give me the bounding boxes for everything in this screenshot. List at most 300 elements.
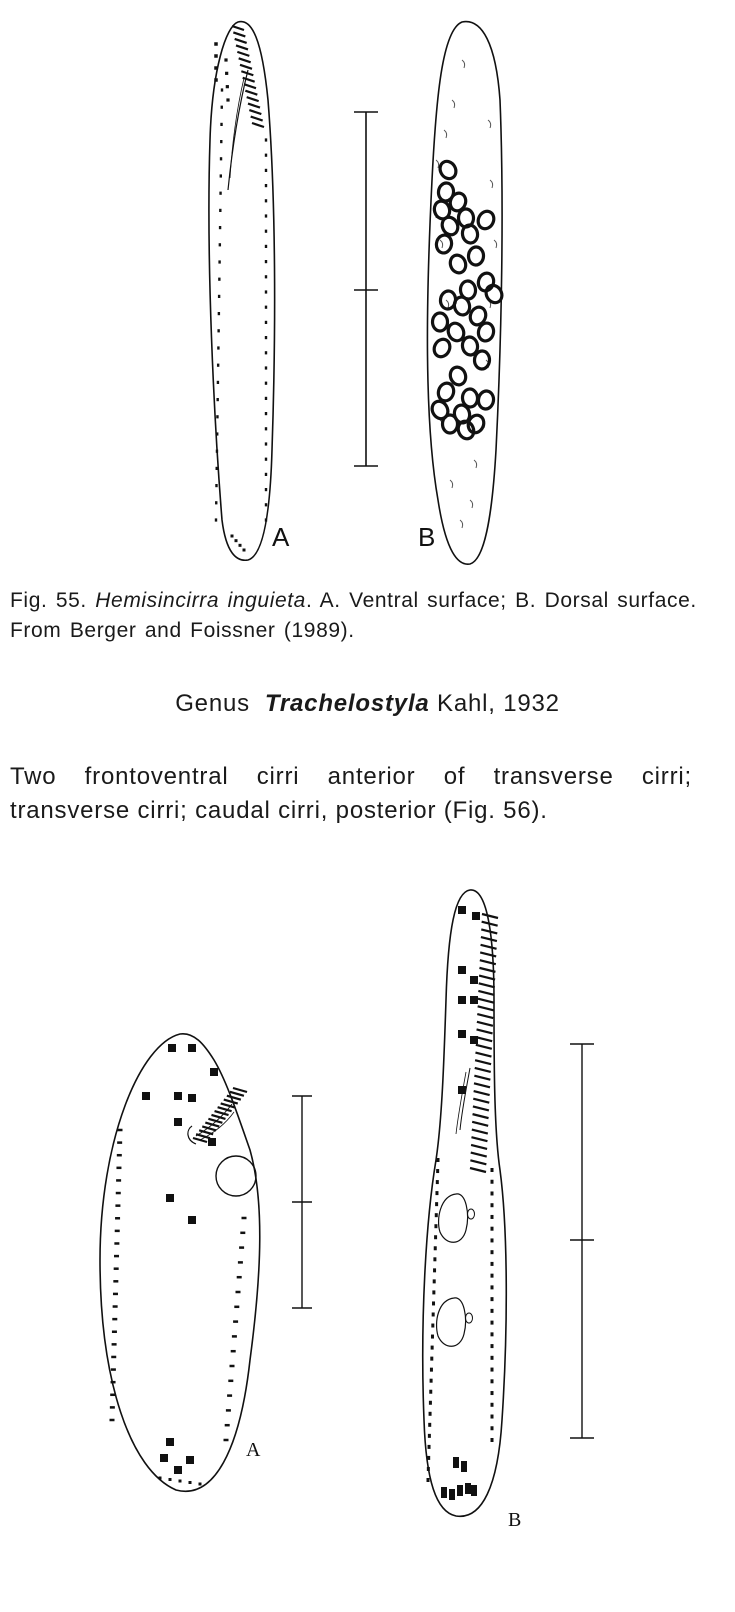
caption-species: Hemisincirra inguieta xyxy=(95,589,306,612)
left-marginal-cirrus xyxy=(431,1346,434,1350)
membranelle xyxy=(473,1114,489,1118)
membranelle xyxy=(482,914,498,918)
right-marginal-cirrus xyxy=(265,290,267,293)
right-marginal-cirrus xyxy=(491,1203,494,1207)
left-marginal-cirrus xyxy=(220,140,222,143)
dorsal-bristle xyxy=(462,60,465,68)
caudal-cirrus xyxy=(243,549,246,552)
fig55a-cell-outline xyxy=(209,22,275,561)
figure-55-drawing xyxy=(0,0,735,580)
right-marginal-cirrus xyxy=(491,1297,494,1301)
right-marginal-cirrus xyxy=(265,442,267,445)
right-marginal-cirrus xyxy=(491,1391,494,1395)
dorsal-bristle xyxy=(490,180,493,188)
frontoventral-cirrus xyxy=(168,1044,176,1052)
membranelle xyxy=(251,117,263,121)
frontoventral-cirrus xyxy=(166,1194,174,1202)
left-marginal-cirrus xyxy=(110,1419,115,1422)
membranelle xyxy=(471,1153,487,1157)
left-marginal-cirrus xyxy=(217,346,219,349)
dorsal-bristle xyxy=(470,500,473,508)
membranelle xyxy=(478,999,494,1003)
right-marginal-cirrus xyxy=(491,1438,494,1442)
right-marginal-cirrus xyxy=(240,1232,245,1235)
left-marginal-cirrus xyxy=(111,1368,116,1371)
macronucleus xyxy=(448,253,468,275)
transverse-cirrus xyxy=(441,1487,447,1498)
left-marginal-cirrus xyxy=(428,1445,431,1449)
right-marginal-cirrus xyxy=(491,1368,494,1372)
right-marginal-cirrus xyxy=(265,351,267,354)
membranelle xyxy=(249,110,261,114)
left-marginal-cirrus xyxy=(220,174,222,177)
membranelle xyxy=(230,1092,244,1096)
right-marginal-cirrus xyxy=(265,488,267,491)
membranelle xyxy=(240,65,252,69)
caption-fig-number: Fig. 55. xyxy=(10,589,87,612)
frontal-cirrus xyxy=(472,912,480,920)
right-marginal-cirrus xyxy=(265,230,267,233)
left-marginal-cirrus xyxy=(113,1293,118,1296)
membranelle xyxy=(244,84,256,88)
right-marginal-cirrus xyxy=(265,169,267,172)
right-marginal-cirrus xyxy=(236,1291,241,1294)
left-marginal-cirrus xyxy=(215,501,217,504)
right-marginal-cirrus xyxy=(491,1379,494,1383)
fig56b-micronucleus-2 xyxy=(466,1313,473,1323)
right-marginal-cirrus xyxy=(491,1285,494,1289)
membranelle xyxy=(474,1076,490,1080)
left-marginal-cirrus xyxy=(431,1324,434,1328)
right-marginal-cirrus xyxy=(265,503,267,506)
right-marginal-cirrus xyxy=(265,427,267,430)
macronucleus xyxy=(435,234,453,255)
dorsal-bristle xyxy=(474,460,477,468)
left-marginal-cirrus xyxy=(218,278,220,281)
membranelle xyxy=(478,991,494,995)
frontal-cirrus xyxy=(458,1030,466,1038)
left-marginal-cirrus xyxy=(432,1301,435,1305)
frontal-cirrus xyxy=(458,1086,466,1094)
genus-authority: Kahl, 1932 xyxy=(437,690,560,717)
transverse-cirrus xyxy=(166,1438,174,1446)
right-marginal-cirrus xyxy=(265,275,267,278)
right-marginal-cirrus xyxy=(265,214,267,217)
membranelle xyxy=(473,1106,489,1110)
frontal-cirrus xyxy=(470,1036,478,1044)
left-marginal-cirrus xyxy=(110,1406,115,1409)
fig55a-adoral-zone xyxy=(232,26,264,127)
right-marginal-cirrus xyxy=(265,306,267,309)
right-marginal-cirrus xyxy=(491,1250,494,1254)
left-marginal-cirrus xyxy=(221,106,223,109)
caudal-cirrus xyxy=(199,1483,202,1486)
right-marginal-cirrus xyxy=(491,1309,494,1313)
dorsal-bristle xyxy=(446,300,449,308)
membranelle xyxy=(247,97,259,101)
transverse-cirrus xyxy=(449,1489,455,1500)
membranelle xyxy=(481,929,497,933)
left-marginal-cirrus xyxy=(111,1356,116,1359)
caudal-cirrus xyxy=(235,539,238,542)
frontoventral-cirrus xyxy=(188,1044,196,1052)
left-marginal-cirrus xyxy=(219,192,221,195)
right-marginal-cirrus xyxy=(232,1335,237,1338)
left-marginal-cirrus xyxy=(432,1290,435,1294)
frontal-cirrus xyxy=(225,72,228,75)
macronucleus xyxy=(431,337,453,360)
figure-56-drawing xyxy=(0,880,735,1600)
left-marginal-cirrus xyxy=(113,1305,118,1308)
left-marginal-cirrus xyxy=(221,88,223,91)
macronucleus xyxy=(474,350,490,369)
left-marginal-cirrus xyxy=(218,295,220,298)
fig55-panel-a-ventral xyxy=(209,22,275,561)
transverse-cirrus xyxy=(465,1483,471,1494)
right-marginal-cirrus xyxy=(265,473,267,476)
frontoventral-cirrus xyxy=(188,1094,196,1102)
membranelle xyxy=(479,976,495,980)
left-marginal-cirrus xyxy=(220,123,222,126)
membranelle xyxy=(475,1060,491,1064)
right-marginal-cirrus xyxy=(491,1168,494,1172)
membranelle xyxy=(475,1053,491,1057)
membranelle xyxy=(471,1145,487,1149)
membranelle xyxy=(472,1122,488,1126)
membranelle xyxy=(233,1088,247,1092)
frontoventral-cirrus xyxy=(174,1118,182,1126)
right-marginal-cirrus xyxy=(491,1262,494,1266)
frontal-cirrus xyxy=(458,966,466,974)
fig56b-micronucleus-1 xyxy=(468,1209,475,1219)
left-marginal-cirrus xyxy=(115,1217,120,1220)
frontal-cirrus xyxy=(214,42,218,46)
left-marginal-cirrus xyxy=(433,1268,436,1272)
right-marginal-cirrus xyxy=(265,336,267,339)
macronucleus xyxy=(443,415,458,433)
left-marginal-cirrus xyxy=(114,1242,119,1245)
left-marginal-cirrus xyxy=(432,1312,435,1316)
membranelle xyxy=(473,1099,489,1103)
frontal-cirrus xyxy=(470,976,478,984)
right-marginal-cirrus xyxy=(227,1394,232,1397)
fig55b-cell-outline xyxy=(427,22,502,565)
macronucleus xyxy=(437,158,459,181)
left-marginal-cirrus xyxy=(216,398,218,401)
frontal-cirrus xyxy=(214,54,218,58)
left-marginal-cirrus xyxy=(110,1394,115,1397)
frontal-cirrus xyxy=(226,85,229,88)
dorsal-bristle xyxy=(440,240,443,248)
frontal-cirrus xyxy=(214,66,218,70)
transverse-cirrus xyxy=(160,1454,168,1462)
left-marginal-cirrus xyxy=(430,1379,433,1383)
left-marginal-cirrus xyxy=(216,467,218,470)
genus-name: Trachelostyla xyxy=(264,690,430,717)
left-marginal-cirrus xyxy=(427,1467,430,1471)
membranelle xyxy=(481,945,497,949)
left-marginal-cirrus xyxy=(116,1179,121,1182)
fig56b-cirri xyxy=(427,906,494,1500)
right-marginal-cirrus xyxy=(265,199,267,202)
right-marginal-cirrus xyxy=(265,154,267,157)
transverse-cirrus xyxy=(471,1485,477,1496)
membranelle xyxy=(478,1006,494,1010)
right-marginal-cirrus xyxy=(226,1409,231,1412)
frontoventral-cirrus xyxy=(208,1138,216,1146)
dorsal-bristle xyxy=(460,520,463,528)
fig55b-macronuclei xyxy=(429,158,505,441)
left-marginal-cirrus xyxy=(118,1129,123,1132)
right-marginal-cirrus xyxy=(265,518,267,521)
fig56a-scale-bar xyxy=(292,1096,312,1308)
caudal-cirrus xyxy=(159,1477,162,1480)
macronucleus xyxy=(436,381,456,403)
left-marginal-cirrus xyxy=(217,364,219,367)
membranelle xyxy=(479,983,495,987)
dorsal-bristle xyxy=(444,130,447,138)
right-marginal-cirrus xyxy=(224,1439,229,1442)
frontoventral-cirrus xyxy=(210,1068,218,1076)
right-marginal-cirrus xyxy=(265,245,267,248)
caudal-cirrus xyxy=(231,535,234,538)
left-marginal-cirrus xyxy=(431,1335,434,1339)
frontal-cirrus xyxy=(458,996,466,1004)
right-marginal-cirrus xyxy=(491,1415,494,1419)
membranelle xyxy=(243,78,255,82)
left-marginal-cirrus xyxy=(434,1224,437,1228)
transverse-cirrus xyxy=(461,1461,467,1472)
left-marginal-cirrus xyxy=(427,1478,430,1482)
right-marginal-cirrus xyxy=(231,1350,236,1353)
right-marginal-cirrus xyxy=(265,366,267,369)
fig56-panel-a-label: A xyxy=(246,1439,261,1461)
left-marginal-cirrus xyxy=(218,260,220,263)
fig56a-contractile-vacuole xyxy=(216,1156,256,1196)
frontoventral-cirrus xyxy=(188,1216,196,1224)
membranelle xyxy=(233,32,245,36)
membranelle xyxy=(471,1137,487,1141)
caudal-cirrus xyxy=(189,1481,192,1484)
left-marginal-cirrus xyxy=(436,1180,439,1184)
left-marginal-cirrus xyxy=(427,1456,430,1460)
right-marginal-cirrus xyxy=(491,1274,494,1278)
left-marginal-cirrus xyxy=(429,1412,432,1416)
right-marginal-cirrus xyxy=(228,1380,233,1383)
left-marginal-cirrus xyxy=(117,1154,122,1157)
fig55a-undulating-membrane xyxy=(228,70,248,190)
right-marginal-cirrus xyxy=(233,1320,238,1323)
left-marginal-cirrus xyxy=(215,484,217,487)
fig55-panel-a-label: A xyxy=(272,522,290,552)
dorsal-bristle xyxy=(494,240,497,248)
membranelle xyxy=(215,1111,229,1115)
genus-prefix: Genus xyxy=(175,690,250,717)
frontoventral-cirrus xyxy=(174,1092,182,1100)
left-marginal-cirrus xyxy=(220,157,222,160)
fig56-panel-a xyxy=(100,1034,260,1491)
left-marginal-cirrus xyxy=(217,329,219,332)
genus-description: Two frontoventral cirri anterior of transverse cirri; transverse cirri; caudal cirri, posterior (Fig. 56). xyxy=(10,763,692,824)
dorsal-bristle xyxy=(488,120,491,128)
dorsal-bristle xyxy=(452,100,455,108)
fig55-panel-b-dorsal xyxy=(427,22,504,565)
frontal-cirrus xyxy=(458,906,466,914)
membranelle xyxy=(224,1100,238,1104)
right-marginal-cirrus xyxy=(225,1424,230,1427)
frontal-cirrus xyxy=(226,98,229,101)
caption-text: . A. Ventral surface; B. Dorsal surface. From Berger and Foissner (1989). xyxy=(10,589,697,642)
macronucleus xyxy=(468,247,484,266)
membranelle xyxy=(470,1168,486,1172)
membranelle xyxy=(232,26,244,30)
left-marginal-cirrus xyxy=(437,1158,440,1162)
right-marginal-cirrus xyxy=(491,1426,494,1430)
right-marginal-cirrus xyxy=(491,1180,494,1184)
fig56b-macronucleus-1 xyxy=(439,1194,468,1242)
fig55-scale-bar xyxy=(354,112,378,466)
right-marginal-cirrus xyxy=(491,1227,494,1231)
left-marginal-cirrus xyxy=(114,1255,119,1258)
left-marginal-cirrus xyxy=(429,1390,432,1394)
right-marginal-cirrus xyxy=(265,382,267,385)
frontal-cirrus xyxy=(470,996,478,1004)
fig56b-scale-bar xyxy=(570,1044,594,1438)
left-marginal-cirrus xyxy=(428,1434,431,1438)
fig56-panel-b xyxy=(423,890,507,1516)
left-marginal-cirrus xyxy=(117,1141,122,1144)
left-marginal-cirrus xyxy=(114,1267,119,1270)
left-marginal-cirrus xyxy=(435,1191,438,1195)
genus-heading xyxy=(0,690,735,718)
left-marginal-cirrus xyxy=(111,1381,116,1384)
right-marginal-cirrus xyxy=(265,397,267,400)
membranelle xyxy=(221,1103,235,1107)
transverse-cirrus xyxy=(174,1466,182,1474)
left-marginal-cirrus xyxy=(216,415,218,418)
dorsal-bristle xyxy=(450,480,453,488)
membranelle xyxy=(235,39,247,43)
left-marginal-cirrus xyxy=(116,1192,121,1195)
macronucleus xyxy=(432,313,447,331)
left-marginal-cirrus xyxy=(433,1279,436,1283)
membranelle xyxy=(481,937,497,941)
right-marginal-cirrus xyxy=(242,1217,247,1220)
right-marginal-cirrus xyxy=(491,1356,494,1360)
right-marginal-cirrus xyxy=(265,321,267,324)
membranelle xyxy=(211,1115,225,1119)
macronucleus xyxy=(475,209,496,232)
macronucleus xyxy=(477,390,495,410)
membranelle xyxy=(237,52,249,56)
membranelle xyxy=(480,952,496,956)
membranelle xyxy=(239,58,251,62)
membranelle xyxy=(472,1130,488,1134)
membranelle xyxy=(477,1022,493,1026)
right-marginal-cirrus xyxy=(491,1191,494,1195)
membranelle xyxy=(476,1037,492,1041)
dorsal-bristle xyxy=(436,160,439,168)
left-marginal-cirrus xyxy=(115,1230,120,1233)
membranelle xyxy=(245,91,257,95)
left-marginal-cirrus xyxy=(216,450,218,453)
left-marginal-cirrus xyxy=(219,226,221,229)
right-marginal-cirrus xyxy=(491,1332,494,1336)
left-marginal-cirrus xyxy=(218,312,220,315)
membranelle xyxy=(477,1029,493,1033)
left-marginal-cirrus xyxy=(429,1401,432,1405)
fig55-panel-b-label: B xyxy=(418,522,436,552)
right-marginal-cirrus xyxy=(265,458,267,461)
right-marginal-cirrus xyxy=(265,138,267,141)
right-marginal-cirrus xyxy=(265,260,267,263)
left-marginal-cirrus xyxy=(430,1368,433,1372)
membranelle xyxy=(227,1096,241,1100)
left-marginal-cirrus xyxy=(434,1246,437,1250)
left-marginal-cirrus xyxy=(116,1167,121,1170)
membranelle xyxy=(252,123,264,127)
frontal-cirrus xyxy=(214,78,218,82)
left-marginal-cirrus xyxy=(430,1357,433,1361)
membranelle xyxy=(474,1083,490,1087)
left-marginal-cirrus xyxy=(219,243,221,246)
left-marginal-cirrus xyxy=(434,1235,437,1239)
left-marginal-cirrus xyxy=(112,1318,117,1321)
transverse-cirrus xyxy=(453,1457,459,1468)
right-marginal-cirrus xyxy=(491,1321,494,1325)
fig56-panel-b-label: B xyxy=(508,1509,522,1531)
membranelle xyxy=(477,1014,493,1018)
left-marginal-cirrus xyxy=(436,1169,439,1173)
right-marginal-cirrus xyxy=(491,1403,494,1407)
right-marginal-cirrus xyxy=(491,1215,494,1219)
right-marginal-cirrus xyxy=(238,1261,243,1264)
frontoventral-cirrus xyxy=(142,1092,150,1100)
frontal-cirrus xyxy=(224,58,227,61)
right-marginal-cirrus xyxy=(491,1344,494,1348)
caudal-cirrus xyxy=(239,544,242,547)
right-marginal-cirrus xyxy=(265,184,267,187)
caudal-cirrus xyxy=(169,1478,172,1481)
left-marginal-cirrus xyxy=(112,1330,117,1333)
membranelle xyxy=(470,1160,486,1164)
membranelle xyxy=(475,1068,491,1072)
left-marginal-cirrus xyxy=(219,209,221,212)
left-marginal-cirrus xyxy=(215,518,217,521)
membranelle xyxy=(476,1045,492,1049)
figure-55-caption xyxy=(10,586,725,646)
left-marginal-cirrus xyxy=(216,432,218,435)
membranelle xyxy=(474,1091,490,1095)
right-marginal-cirrus xyxy=(491,1238,494,1242)
fig56a-adoral-zone xyxy=(193,1088,247,1142)
left-marginal-cirrus xyxy=(217,381,219,384)
right-marginal-cirrus xyxy=(239,1246,244,1249)
right-marginal-cirrus xyxy=(265,412,267,415)
transverse-cirrus xyxy=(457,1485,463,1496)
fig56b-macronucleus-2 xyxy=(437,1298,466,1346)
right-marginal-cirrus xyxy=(234,1306,239,1309)
right-marginal-cirrus xyxy=(237,1276,242,1279)
left-marginal-cirrus xyxy=(435,1213,438,1217)
left-marginal-cirrus xyxy=(113,1280,118,1283)
transverse-cirrus xyxy=(186,1456,194,1464)
left-marginal-cirrus xyxy=(435,1202,438,1206)
membranelle xyxy=(236,45,248,49)
left-marginal-cirrus xyxy=(115,1204,120,1207)
membranelle xyxy=(248,104,260,108)
right-marginal-cirrus xyxy=(230,1365,235,1368)
